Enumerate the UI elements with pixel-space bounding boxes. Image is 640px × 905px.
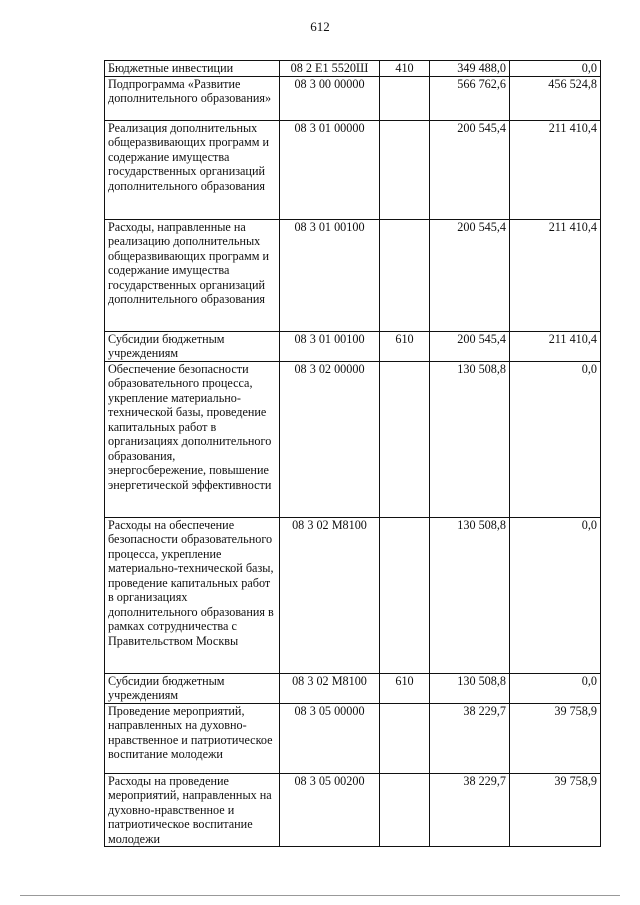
row-expense-type [380, 361, 430, 517]
row-code: 08 3 01 00100 [280, 219, 380, 331]
row-value-1: 200 545,4 [430, 120, 510, 219]
table-row [105, 61, 601, 77]
row-code: 08 3 05 00200 [280, 773, 380, 847]
row-value-1: 349 488,0 [430, 61, 510, 77]
table-row [105, 331, 601, 361]
row-expense-type [380, 517, 430, 673]
row-code: 08 3 01 00100 [280, 331, 380, 361]
row-name: Расходы на проведение мероприятий, направленных на духовно-нравственное и патриотическое воспитание молодежи [105, 773, 280, 847]
row-code: 08 3 02 М8100 [280, 517, 380, 673]
row-code: 08 2 Е1 5520Ш [280, 61, 380, 77]
page-number: 612 [310, 19, 330, 34]
row-value-2: 0,0 [510, 673, 601, 703]
row-name: Проведение мероприятий, направленных на духовно-нравственное и патриотическое воспитание молодежи [105, 703, 280, 773]
table-row [105, 703, 601, 773]
row-name: Подпрограмма «Развитие дополнительного образования» [105, 76, 280, 120]
row-value-2: 211 410,4 [510, 120, 601, 219]
row-code: 08 3 05 00000 [280, 703, 380, 773]
row-value-2: 456 524,8 [510, 76, 601, 120]
row-value-1: 130 508,8 [430, 361, 510, 517]
table-row [105, 219, 601, 331]
row-value-1: 38 229,7 [430, 773, 510, 847]
row-expense-type [380, 703, 430, 773]
row-code: 08 3 02 00000 [280, 361, 380, 517]
row-expense-type [380, 120, 430, 219]
page-bottom-rule [20, 895, 620, 896]
row-value-2: 39 758,9 [510, 703, 601, 773]
row-code: 08 3 01 00000 [280, 120, 380, 219]
row-expense-type [380, 76, 430, 120]
row-code: 08 3 02 М8100 [280, 673, 380, 703]
table-row [105, 361, 601, 517]
row-name: Расходы, направленные на реализацию дополнительных общеразвивающих программ и содержание имущества государственных организаций дополнительного образования [105, 219, 280, 331]
row-value-2: 0,0 [510, 61, 601, 77]
row-value-1: 200 545,4 [430, 331, 510, 361]
row-value-2: 211 410,4 [510, 331, 601, 361]
table-row [105, 120, 601, 219]
row-value-1: 566 762,6 [430, 76, 510, 120]
row-name: Реализация дополнительных общеразвивающих программ и содержание имущества государственных организаций дополнительного образования [105, 120, 280, 219]
row-expense-type: 610 [380, 673, 430, 703]
row-expense-type [380, 219, 430, 331]
row-name: Бюджетные инвестиции [105, 61, 280, 77]
row-code: 08 3 00 00000 [280, 76, 380, 120]
table-row [105, 773, 601, 847]
budget-table [104, 60, 601, 847]
row-value-1: 130 508,8 [430, 517, 510, 673]
row-value-1: 200 545,4 [430, 219, 510, 331]
row-expense-type [380, 773, 430, 847]
row-value-2: 211 410,4 [510, 219, 601, 331]
row-value-2: 39 758,9 [510, 773, 601, 847]
row-name: Расходы на обеспечение безопасности образовательного процесса, укрепление материально-технической базы, проведение капитальных работ в организациях дополнительного образования в рамках сотрудничества с Правительством Москвы [105, 517, 280, 673]
row-value-1: 38 229,7 [430, 703, 510, 773]
row-name: Субсидии бюджетным учреждениям [105, 673, 280, 703]
row-value-2: 0,0 [510, 517, 601, 673]
table-row [105, 673, 601, 703]
table-row [105, 517, 601, 673]
row-value-2: 0,0 [510, 361, 601, 517]
row-expense-type: 610 [380, 331, 430, 361]
row-value-1: 130 508,8 [430, 673, 510, 703]
table-row [105, 76, 601, 120]
row-expense-type: 410 [380, 61, 430, 77]
row-name: Субсидии бюджетным учреждениям [105, 331, 280, 361]
row-name: Обеспечение безопасности образовательного процесса, укрепление материально-технической базы, проведение капитальных работ в организациях дополнительного образования, энергосбережение, повышение энергетической эффективности [105, 361, 280, 517]
